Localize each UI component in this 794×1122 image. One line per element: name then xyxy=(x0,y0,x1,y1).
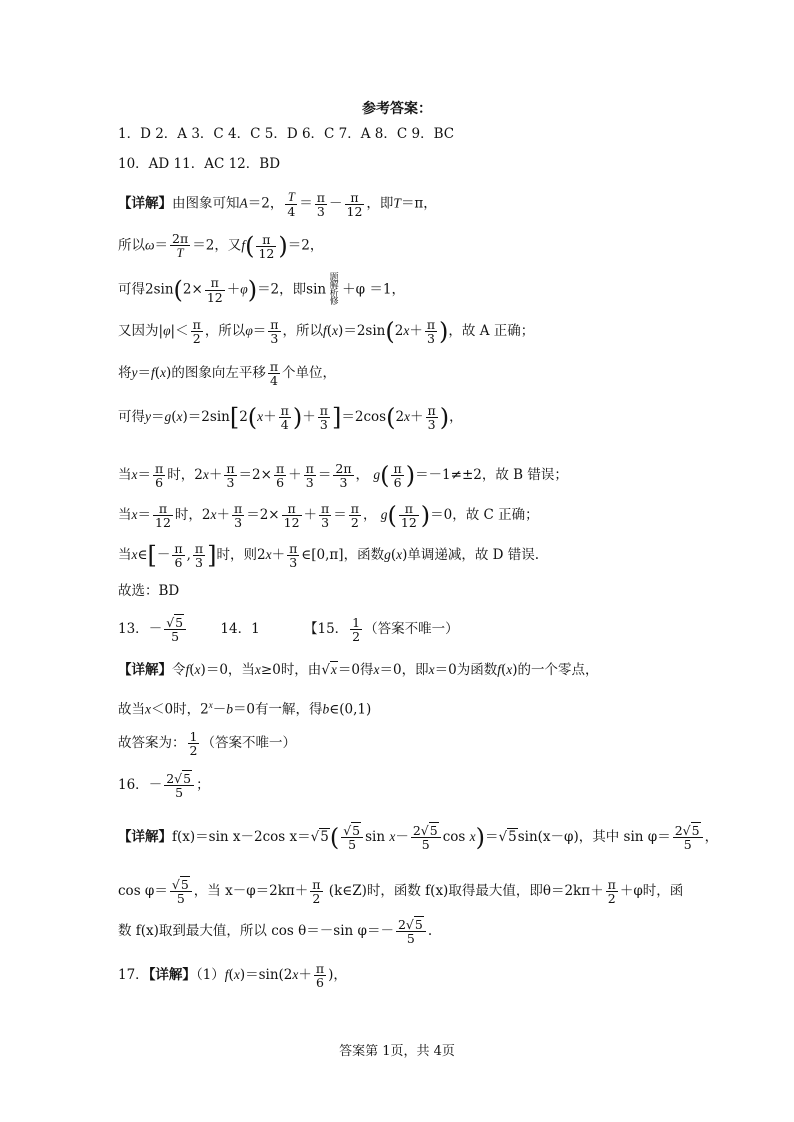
detail-line-6: 可得y＝g(x)＝2sin[2(x＋ $\frac{\pi}{4}$ )＋ $\frac{\pi}{3}$ ]＝2cos(2x＋ $\frac{\pi}{3}$ )， xyxy=(118,403,463,433)
detail-line-17: 17．【详解】（1）f(x)＝sin(2x＋ $\frac{\pi}{6}$ )， xyxy=(118,961,347,991)
detail-line-10: 故选：BD xyxy=(118,583,180,599)
detail-line-8: 当x＝ $\frac{\pi}{12}$ 时，2x＋ $\frac{\pi}{3}$ ＝2× $\frac{\pi}{12}$ ＋ $\frac{\pi}{3}$ ＝ $\frac{\pi}{2}$ ， g( $\frac{\pi}{12}$ )＝0，故 C 正确； xyxy=(118,501,539,531)
detail-line-3: 可得2sin(2× $\frac{\pi}{12}$ ＋φ)＝2，即sin题 解 析 修＋φ ＝1， xyxy=(118,273,405,307)
detail-line-2: 所以ω＝ $\frac{2\pi}{T}$ ＝2，又f( $\frac{\pi}{12}$ )＝2， xyxy=(118,231,324,261)
detail-line-15: cos φ＝ $\frac{√5}{5}$ ，当 x－φ＝2kπ＋ $\frac{\pi}{2}$ (k∈Z)时，函数 f(x)取得最大值，即θ＝2kπ＋ $\frac{\pi}{2}$ ＋φ时，函 xyxy=(118,877,684,907)
detail-line-4: 又因为|φ|＜ $\frac{\pi}{2}$ ，所以φ＝ $\frac{\pi}{3}$ ，所以f(x)＝2sin(2x＋ $\frac{\pi}{3}$ )，故 A 正确； xyxy=(118,317,535,347)
fill-answer-16: 16．－ $\frac{2√5}{5}$ ； xyxy=(118,771,210,801)
page-title: 参考答案： xyxy=(362,101,432,117)
detail-line-12: 故当x＜0时，$2^x-b=0$有一解，得b∈(0,1) xyxy=(118,700,372,718)
detail-line-11: 【详解】令f(x)＝0，当x≥0时，由√x＝0得x＝0，即x＝0为函数f(x)的一个零点， xyxy=(118,662,599,678)
fill-answers-13-15: 13．－ $\frac{√5}{5}$ 14．1 【15． $\frac{1}{2}$ （答案不唯一） xyxy=(118,615,459,645)
page-footer: 答案第 1页，共 4页 xyxy=(339,1044,455,1059)
choice-answers-1: 1．D 2．A 3．C 4．C 5．D 6．C 7．A 8．C 9．BC xyxy=(118,126,455,142)
detail-line-7: 当x＝ $\frac{\pi}{6}$ 时，2x＋ $\frac{\pi}{3}$ ＝2× $\frac{\pi}{6}$ ＋ $\frac{\pi}{3}$ ＝ $\frac{2\pi}{3}$ ， g( $\frac{\pi}{6}$ )＝－1≠±2，故 B 错误； xyxy=(118,461,568,491)
detail-line-14: 【详解】f(x)＝sin x－2cos x＝√5( $\frac{√5}{5}$ sin x－ $\frac{2√5}{5}$ cos x)＝√5sin(x－φ)，其中 sin φ＝ $\frac{2√5}{5}$ ， xyxy=(118,823,719,853)
detail-line-16: 数 f(x)取到最大值，所以 cos θ＝－sin φ＝－ $\frac{2√5}{5}$ . xyxy=(118,917,433,947)
detail-line-1: 【详解】由图象可知A＝2， $\frac{T}{4}$ ＝ $\frac{\pi}{3}$ － $\frac{\pi}{12}$ ，即T＝π， xyxy=(118,189,437,220)
choice-answers-2: 10．AD 11．AC 12．BD xyxy=(118,156,281,172)
detail-line-5: 将y＝f(x)的图象向左平移 $\frac{\pi}{4}$ 个单位， xyxy=(118,359,337,389)
detail-line-9: 当x∈[－ $\frac{\pi}{6}$ , $\frac{\pi}{3}$ ]时，则2x＋ $\frac{\pi}{3}$ ∈[0,π]，函数g(x)单调递减，故 D 错误. xyxy=(118,541,540,571)
detail-line-13: 故答案为： $\frac{1}{2}$ （答案不唯一） xyxy=(118,729,296,759)
